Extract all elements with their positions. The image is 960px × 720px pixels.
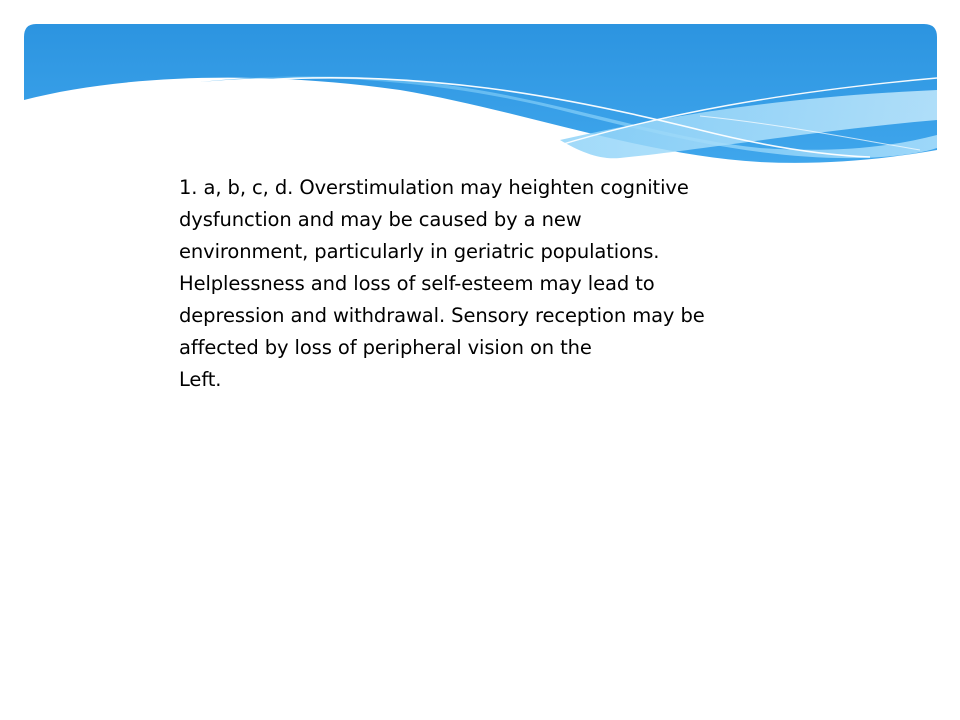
slide-body-text: 1. a, b, c, d. Overstimulation may heighten cognitive dysfunction and may be caused by a new environment, particularly in geriatric populations. Helplessness and loss of self-esteem may lead to depression and withdrawal. Sensory reception may be affected by loss of peripheral vision on the Left. [179,176,705,391]
header-wave-banner [0,0,960,175]
